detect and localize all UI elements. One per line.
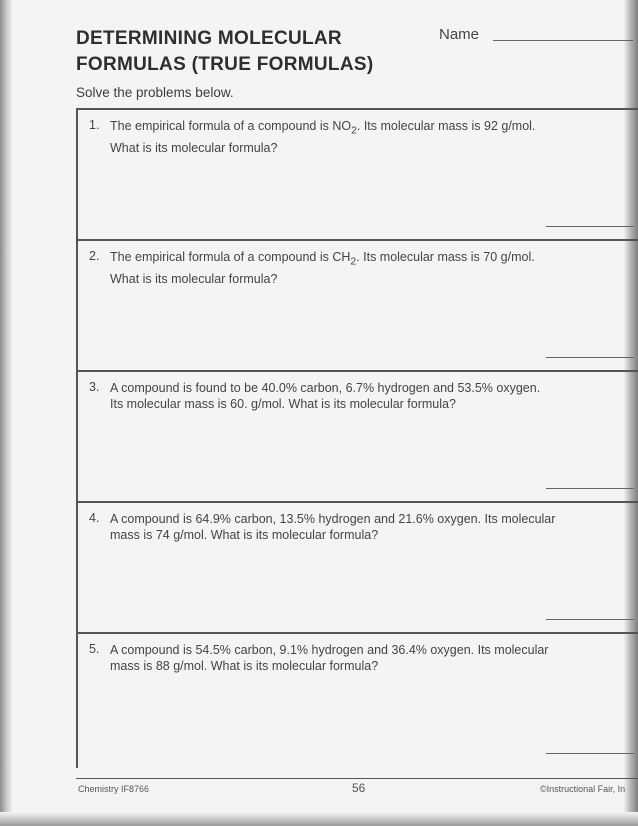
problem-2 — [78, 241, 638, 372]
problem-text — [110, 249, 630, 287]
instructions: Solve the problems below. — [76, 85, 234, 100]
problem-text-part: . Its molecular mass is 92 g/mol. — [356, 119, 536, 133]
problem-4 — [78, 503, 638, 634]
footer-rule — [76, 778, 638, 779]
problem-number: 4. — [89, 511, 100, 525]
problem-text-line-1: A compound is 64.9% carbon, 13.5% hydrogen and 21.6% oxygen. Its molecular — [110, 512, 556, 526]
problem-text — [110, 380, 630, 412]
answer-line[interactable] — [546, 753, 634, 754]
name-label: Name — [439, 26, 480, 43]
problem-text-part: The empirical formula of a compound is NO — [110, 119, 352, 133]
worksheet-title — [76, 26, 373, 78]
problem-3 — [78, 372, 638, 503]
problem-text-line-2: Its molecular mass is 60. g/mol. What is its molecular formula? — [110, 397, 456, 411]
subscript: 2 — [350, 256, 357, 268]
problem-number: 5. — [89, 642, 100, 656]
name-field-line[interactable] — [493, 40, 633, 41]
page-number: 56 — [352, 781, 366, 795]
answer-line[interactable] — [546, 226, 634, 227]
problem-text-line-1: A compound is 54.5% carbon, 9.1% hydrogen and 36.4% oxygen. Its molecular — [110, 643, 549, 657]
problem-text-part: . Its molecular mass is 70 g/mol. — [356, 250, 535, 264]
page-bottom-shadow — [0, 812, 638, 826]
footer-book-id: Chemistry IF8766 — [78, 784, 150, 794]
problem-text-line-2: What is its molecular formula? — [110, 271, 278, 286]
problem-number: 2. — [89, 249, 100, 263]
problem-text-part: The empirical formula of a compound is CH — [110, 250, 351, 264]
problem-1 — [78, 110, 638, 241]
answer-line[interactable] — [546, 357, 634, 358]
problem-text-line-2: What is its molecular formula? — [110, 140, 278, 155]
footer-copyright: ©Instructional Fair, In — [540, 784, 626, 794]
problem-text-line-2: mass is 88 g/mol. What is its molecular formula? — [110, 659, 379, 673]
answer-line[interactable] — [546, 619, 634, 620]
problem-number: 1. — [89, 118, 100, 132]
page-left-shadow — [0, 0, 12, 826]
problem-text-line-2: mass is 74 g/mol. What is its molecular formula? — [110, 528, 379, 542]
title-line-1: DETERMINING MOLECULAR — [76, 28, 342, 49]
problem-text — [110, 511, 630, 543]
problem-number: 3. — [89, 380, 100, 394]
problem-5 — [78, 634, 638, 766]
problem-text — [110, 642, 630, 674]
problem-text — [110, 118, 630, 156]
title-line-2: FORMULAS (TRUE FORMULAS) — [76, 54, 374, 75]
subscript: 2 — [351, 125, 357, 137]
problem-text-line-1: A compound is found to be 40.0% carbon, 6.7% hydrogen and 53.5% oxygen. — [110, 381, 541, 395]
answer-line[interactable] — [546, 488, 634, 489]
problems-table — [76, 108, 638, 768]
